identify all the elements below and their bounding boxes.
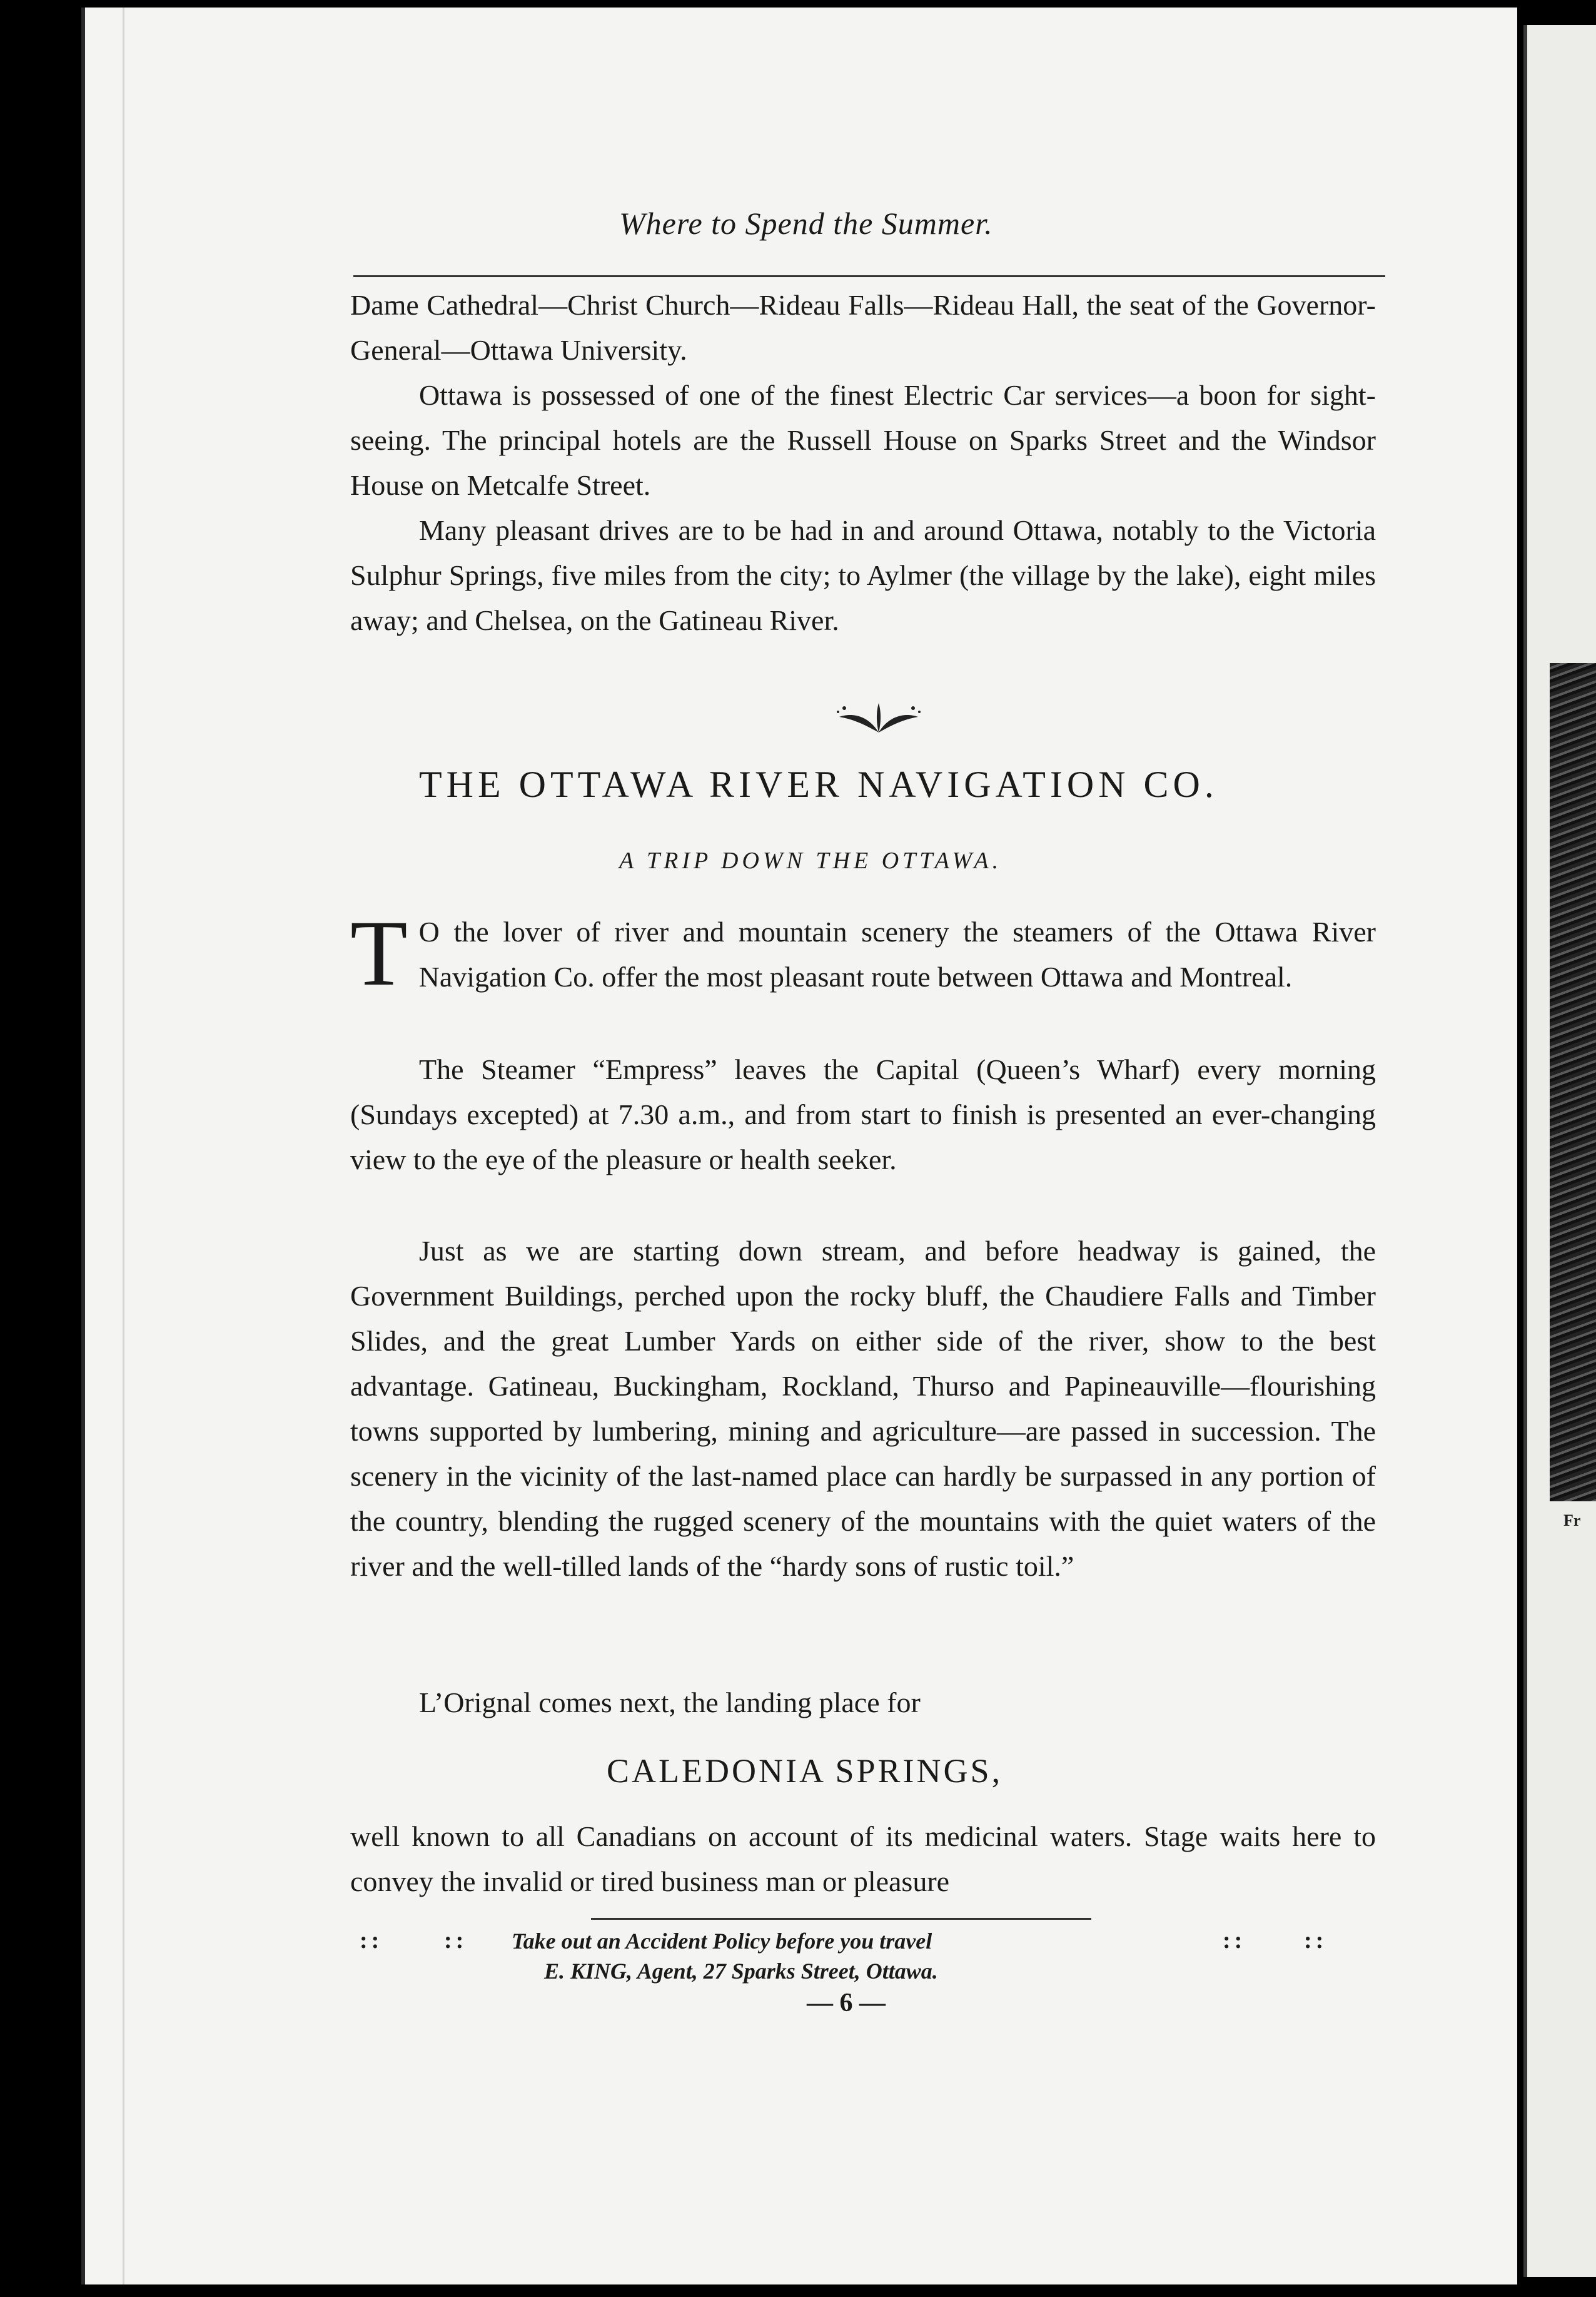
footer-line-2: E. KING, Agent, 27 Sparks Street, Ottawa. bbox=[544, 1959, 938, 1984]
intro-paragraph-2: Ottawa is possessed of one of the finest Electric Car services—a boon for sight-seeing. The principal hotels are the Russell House on Sparks Street and the Windsor House on Metcalfe Street. bbox=[350, 379, 1376, 501]
footer-colons-right-2: :: bbox=[1304, 1927, 1328, 1954]
closing-paragraph: well known to all Canadians on account of its medicinal waters. Stage waits here to convey the invalid or tired business man or pleasure bbox=[350, 1820, 1376, 1897]
footer-colons-right-1: :: bbox=[1223, 1927, 1246, 1954]
drop-cap: T bbox=[350, 901, 408, 1005]
section-paragraph-4: L’Orignal comes next, the landing place for bbox=[419, 1686, 921, 1718]
footer-line-1: Take out an Accident Policy before you travel bbox=[512, 1929, 932, 1954]
section-title: THE OTTAWA RIVER NAVIGATION CO. bbox=[419, 764, 1218, 805]
section-paragraph-1-text: O the lover of river and mountain scenery the steamers of the Ottawa River Navigation Co. offer the most pleasant route between Ottawa and Montreal. bbox=[418, 916, 1376, 993]
footer-colons-left-1: :: bbox=[360, 1927, 383, 1954]
header-rule bbox=[353, 275, 1385, 277]
footer-rule bbox=[591, 1918, 1091, 1920]
adjacent-page-caption: Fr bbox=[1563, 1511, 1581, 1529]
section-paragraph-1 bbox=[350, 901, 1376, 1005]
section-subtitle: A TRIP DOWN THE OTTAWA. bbox=[619, 848, 1003, 874]
page-gutter-edge bbox=[123, 8, 124, 2284]
section-paragraph-2: The Steamer “Empress” leaves the Capital (Queen’s Wharf) every morning (Sundays excepted) at 7.30 a.m., and from start to finish is presented an ever-changing view to the eye of the pleasure or health seeker. bbox=[350, 1053, 1376, 1175]
leaf-ornament-icon bbox=[832, 698, 926, 742]
section-paragraph-3: Just as we are starting down stream, and before headway is gained, the Government Buildings, perched upon the rocky bluff, the Chaudiere Falls and Timber Slides, and the great Lumber Yards on either side of the river, show to the best advantage. Gatineau, Buckingham, Rockland, Thurso and Papineauville—flourishing towns supported by lumbering, mining and agriculture—are passed in succession. The scenery in the vicinity of the last-named place can hardly be surpassed in any portion of the country, blending the rugged scenery of the mountains with the quiet waters of the river and the well-tilled lands of the “hardy sons of rustic toil.” bbox=[350, 1235, 1376, 1582]
intro-paragraph-3: Many pleasant drives are to be had in and around Ottawa, notably to the Victoria Sulphur Springs, five miles from the city; to Aylmer (the village by the lake), eight miles away; and Chelsea, on the Gatineau River. bbox=[350, 514, 1376, 636]
intro-paragraph-1: Dame Cathedral—Christ Church—Rideau Falls—Rideau Hall, the seat of the Governor-General—Ottawa University. bbox=[350, 289, 1376, 366]
adjacent-page-engraving bbox=[1550, 663, 1596, 1501]
running-head: Where to Spend the Summer. bbox=[619, 206, 993, 241]
adjacent-page bbox=[1523, 25, 1596, 2277]
footer-colons-left-2: :: bbox=[444, 1927, 468, 1954]
page-number: — 6 — bbox=[807, 1989, 886, 2017]
place-heading: CALEDONIA SPRINGS, bbox=[607, 1752, 1003, 1790]
